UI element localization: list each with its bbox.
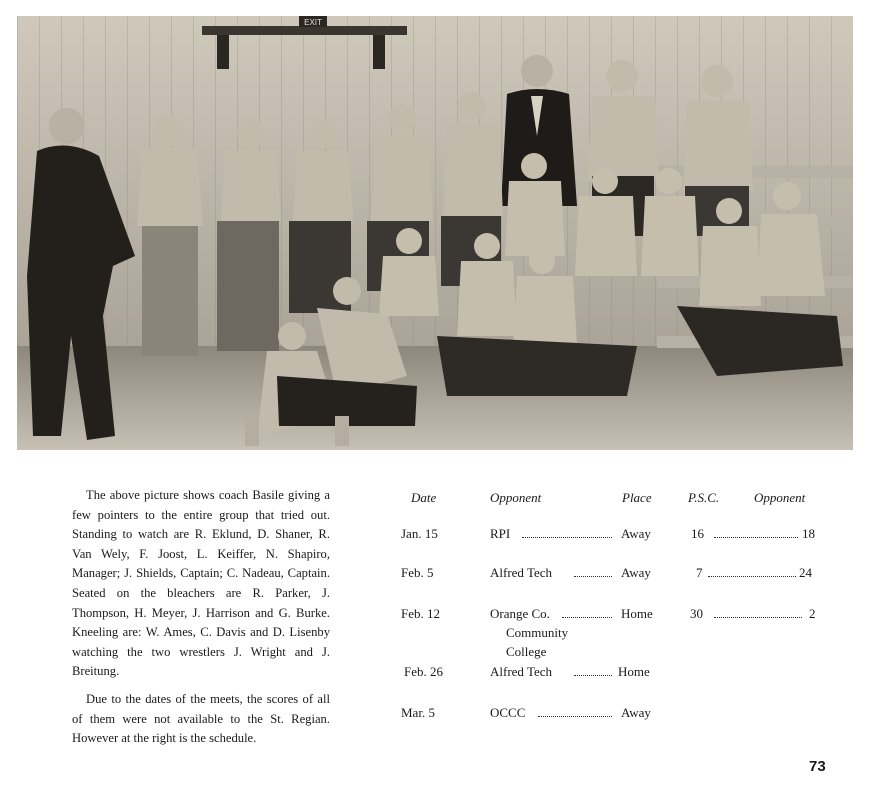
row-date: Feb. 12 <box>401 606 440 621</box>
row-date: Feb. 26 <box>404 664 443 679</box>
row-place: Home <box>618 664 650 679</box>
caption-paragraph-1: The above picture shows coach Basile giving a few pointers to the entire group that tried out. Standing to watch are R. Eklund, D. Shaner, R. Van Wely, F. Joost, L. Keiffer, N. Shapiro, Manager; J. Shields, Captain; C. Nadeau, Captain. Seated on the bleachers are R. Parker, J. Thompson, H. Meyer, J. Harrison and G. Burke. Kneeling are: W. Ames, C. Davis and D. Lisenby watching the two wrestlers J. Wright and J. Breitung. <box>72 488 330 679</box>
row-date: Mar. 5 <box>401 705 435 720</box>
row-opponent-line-3: College <box>506 644 547 659</box>
team-photograph <box>17 16 853 450</box>
row-opponent-score: 18 <box>802 526 815 541</box>
dot-leader <box>714 617 802 618</box>
row-psc-score: 30 <box>690 606 703 621</box>
row-place: Away <box>621 526 651 541</box>
row-opponent: RPI <box>490 526 511 541</box>
wrestling-team-illustration <box>17 16 853 450</box>
row-opponent: Alfred Tech <box>490 664 553 679</box>
page-number: 73 <box>809 758 826 775</box>
row-psc-score: 16 <box>691 526 704 541</box>
row-opponent: OCCC <box>490 705 526 720</box>
row-date: Feb. 5 <box>401 565 434 580</box>
header-opponent-score: Opponent <box>754 490 806 505</box>
dot-leader <box>562 617 612 618</box>
row-opponent-score: 2 <box>809 606 816 621</box>
dot-leader <box>714 537 798 538</box>
row-place: Home <box>621 606 653 621</box>
header-date: Date <box>411 490 437 505</box>
dot-leader <box>574 576 612 577</box>
row-opponent: Orange Co. <box>490 606 550 621</box>
row-opponent-line-2: Community <box>506 625 569 640</box>
caption-paragraph-2: Due to the dates of the meets, the scores of all of them were not available to the St. Regian. However at the right is the schedule. <box>72 691 330 746</box>
row-psc-score: 7 <box>696 565 703 580</box>
header-place: Place <box>622 490 652 505</box>
dot-leader <box>574 675 612 676</box>
row-opponent-score: 24 <box>799 565 812 580</box>
dot-leader <box>708 576 796 577</box>
row-place: Away <box>621 565 651 580</box>
dot-leader <box>522 537 612 538</box>
row-opponent: Alfred Tech <box>490 565 553 580</box>
header-psc: P.S.C. <box>688 490 720 505</box>
dot-leader <box>538 716 612 717</box>
header-opponent: Opponent <box>490 490 542 505</box>
row-date: Jan. 15 <box>401 526 438 541</box>
photo-caption <box>72 486 330 749</box>
exit-sign: EXIT <box>304 18 322 27</box>
row-place: Away <box>621 705 651 720</box>
